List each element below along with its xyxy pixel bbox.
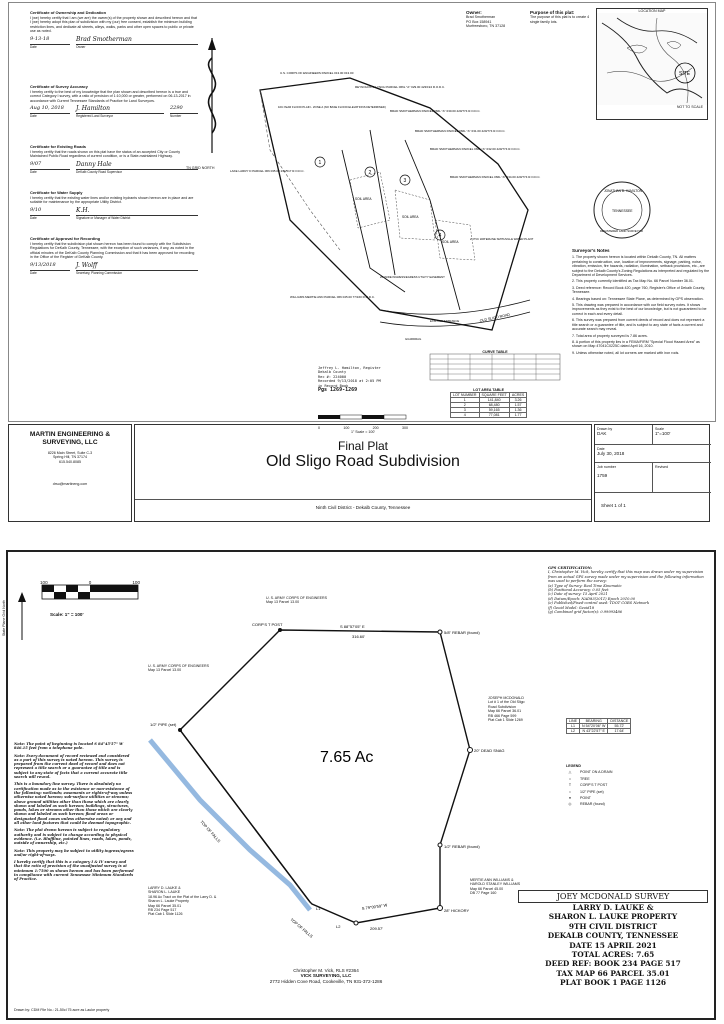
signature-date: 9/10 <box>30 207 70 216</box>
gps-item: (c) Date of survey: 15 April 2021 <box>548 592 608 597</box>
sig-label: Date <box>30 270 37 275</box>
soil-label: SOIL AREA <box>442 240 459 244</box>
sig-label: Date <box>30 215 37 220</box>
legend-symbol-icon: ○ <box>568 789 572 794</box>
map-label: TOP OF FALLS <box>289 916 314 939</box>
survey-title-line: DEKALB COUNTY, TENNESSEE <box>547 931 679 941</box>
curve-table <box>430 350 560 385</box>
scale-bar-graphic <box>318 413 408 421</box>
surveyor-sig: Christopher M. Vick, RLS #2364 <box>293 968 359 973</box>
legend-item <box>566 770 706 774</box>
title-block-company <box>8 424 132 522</box>
table-cell: 59,165 <box>479 408 509 413</box>
legend-symbol-icon: T <box>568 783 572 788</box>
drawn-by-label: Drawn by <box>597 427 613 431</box>
plat-map-1 <box>230 60 560 350</box>
lot-number: 2 <box>368 170 372 176</box>
legend-symbol-icon: • <box>569 776 571 781</box>
area-label: 7.65 Ac <box>320 749 374 766</box>
north-line: Grid North <box>2 600 6 617</box>
legend-label: CORP'S T POST <box>580 783 608 788</box>
left-note: I hereby certify that this is a category I & IV survey and that the ratio of precision of the unadjusted survey is at minimum 1:7500 as shown hereon and has been performed in compliance with current Tennessee Minimum Standards of Practice. <box>14 860 134 882</box>
parcel-label: BRAD SMOTHERMAN PARCEL 066L "A" 030.00 420/774 R.O.D.C. <box>390 109 481 113</box>
signature-labels <box>30 216 198 220</box>
scale-tick: 200 <box>372 426 379 430</box>
parcel-label: REYNOLDS J. LYNCH PARCEL 066L "A" 029.00 423/194 R.O.D.C. <box>355 85 446 89</box>
table-cell: N 54°20'06" W <box>580 724 608 729</box>
survey-title-line: TAX MAP 66 PARCEL 35.01 <box>556 968 670 978</box>
map-label: L2 <box>336 924 341 929</box>
scale-tick: 100 <box>40 580 48 585</box>
certificate-title: Certificate of Approval for Recording <box>30 236 101 241</box>
table-header: BEARING <box>580 719 608 724</box>
surveyor-note: 3. Deed reference: Record Book 420, page 760, Register's Office of Dekalb County, Tennessee. <box>572 285 705 295</box>
parcel-label: WILLIAMS MERTIE ANN PARCEL 066 045.00 77/160 R.O.D.C. <box>290 295 375 299</box>
table-header: SQUARE FEET <box>479 393 509 398</box>
scale-label: Scale <box>655 427 664 431</box>
table-cell: 1.36 <box>509 408 526 413</box>
certificate-title: Certificate of Ownership and Dedication <box>30 10 107 15</box>
parcel-label: BRAD SMOTHERMAN PARCEL 066L "A" 034.00 420/774 R.O.D.C. <box>450 175 541 179</box>
table-cell: 77,081 <box>479 413 509 418</box>
map-label: 28" HICKORY <box>444 908 470 913</box>
north-arrow-2 <box>14 592 30 642</box>
parcel-label: BRAD SMOTHERMAN PARCEL 066L "A" 031.00 420/774 R.O.D.C. <box>415 129 506 133</box>
table-row <box>451 413 527 418</box>
survey-title: JOEY MCDONALD SURVEY <box>518 890 708 903</box>
table-header: LINE <box>567 719 580 724</box>
site-label: SITE <box>679 71 691 78</box>
signature-row <box>30 105 198 114</box>
surveyors-notes <box>572 248 710 355</box>
lot-number: 4 <box>438 233 442 239</box>
plat-name: Old Sligo Road Subdivision <box>266 453 460 470</box>
signature: Danny Hale <box>76 161 198 170</box>
williams-label: MERTIE ANN WILLIAMS & HAROLD STANLEY WILLIAMS Map 66 Parcel 45.00 DB 77 Page 160 <box>470 878 521 896</box>
left-note: Note: The plat drawn hereon is subject to regulatory authority and is subject to change according to physical evidence. (i.e. Bluffline, painted lines, roads, lakes, ponds, outside of ownership, etc.) <box>14 828 132 846</box>
location-map <box>596 8 708 120</box>
signature: J. Hamilton <box>76 105 164 114</box>
signature-labels <box>30 271 198 275</box>
surveyor-note: 9. Unless otherwise noted, all lot corners are marked with iron rods. <box>572 350 680 355</box>
owner-heading: Owner: <box>466 10 482 15</box>
purpose-block <box>530 10 590 24</box>
gps-item: (d) Datum/Epoch: NAD83(2011) Epoch 2010.00 <box>548 596 636 601</box>
legend-label: REBAR (found) <box>580 802 605 807</box>
owner-line: Brad Smotherman <box>466 15 496 20</box>
sheet-number: Sheet 1 of 1 <box>601 503 626 508</box>
map-label: 20" DEAD SNAG <box>474 748 505 753</box>
north-arrow <box>192 38 232 158</box>
map-note: GUARDRAIL <box>405 337 422 341</box>
scale-bar-2 <box>40 580 140 618</box>
signature-labels <box>30 114 198 118</box>
company-address: Spring Hill, TN 37174 <box>52 455 88 460</box>
map-label: 209.57' <box>370 926 383 931</box>
map-label: TOP OF FALLS <box>199 819 222 844</box>
table-cell: 68,480 <box>479 403 509 408</box>
signature-date: 9/13/2018 <box>30 262 70 271</box>
curve-table-title: CURVE TABLE <box>482 350 508 354</box>
survey-title-line: LARRY D. LAUKE & <box>572 903 654 912</box>
table-cell: N 43°22'57" E <box>580 729 608 734</box>
date-label: Date <box>597 447 605 451</box>
register-stamp <box>318 366 408 392</box>
certificate-block <box>30 144 198 174</box>
stamp-line: in Record Book <box>318 383 349 388</box>
gps-item: (b) Positional Accuracy: 0.05 feet <box>548 588 609 593</box>
scale-tick: 0 <box>318 426 320 430</box>
table-cell: L1 <box>567 724 580 729</box>
table-cell: L2 <box>567 729 580 734</box>
lot-area-grid <box>450 392 527 418</box>
gps-item: (f) Geoid Model: Geoid18 <box>548 605 594 610</box>
legend-item <box>566 802 706 806</box>
owner-line: Murfreesboro, TN 37128 <box>466 24 506 29</box>
stamp-line: Jeffrey L. Hamilton, Register <box>318 366 381 370</box>
seal-line: TENNESSEE <box>612 209 633 213</box>
lot-number: 1 <box>318 160 322 166</box>
sig-label: Number <box>170 114 182 119</box>
surveyor-note: 7. Total area of property surveyed is 7.86 acres. <box>572 333 648 338</box>
scale-tick: 100 <box>132 580 140 585</box>
north-line: State Plane <box>2 617 6 637</box>
map-label: L1 <box>316 906 321 911</box>
map-label: S 79°00'59" W <box>361 902 388 911</box>
stamp-line: Pgs 1269-1269 <box>318 387 358 394</box>
legend-label: POINT ON A DRAIN <box>580 770 613 775</box>
sig-label: Registered Land Surveyor <box>76 114 114 119</box>
signature-row <box>30 36 198 45</box>
table-header: LOT NUMBER <box>451 393 480 398</box>
north-label: TN GRID NORTH <box>186 166 215 170</box>
certificate-block <box>30 84 198 118</box>
table-row <box>567 729 631 734</box>
signature-date: Aug 10, 2018 <box>30 105 70 114</box>
corps-left-label: U. S. ARMY CORPS OF ENGINEERS Map 13 Parcel 13.00 <box>148 664 210 673</box>
stamp-line: Dekalb County <box>318 370 347 375</box>
line-table-grid <box>566 718 631 734</box>
vick-address: 2772 Hidden Cove Road, Cookeville, TN 931-372-1286 <box>269 978 383 984</box>
legend-item <box>566 783 706 787</box>
certificate-block <box>30 236 198 275</box>
district: Ninth Civil District - Dekalb County, Tennessee <box>315 505 411 510</box>
certificate-body: I (we) hereby certify that I am (we are) the owner(s) of the property shown and described hereon and that I (we) hereby adopt this plan of subdivision with my (our) free consent, establish the minimum building restriction lines, and dedicate all streets, alleys, walks, parks and other open spaces to public or private use as noted. <box>30 16 197 34</box>
revised-label: Revised <box>655 465 668 469</box>
owner-block <box>466 10 526 29</box>
scale-text: 1" Scale = 100' <box>350 430 376 435</box>
sig-label: Secretary, Planning Commission <box>76 270 122 275</box>
surveyor-note: 6. This survey was prepared from current deeds of record and does not represent a title search or a guarantee of title, and is subject to any state of facts a current and accurate search may reveal. <box>572 318 705 332</box>
parcel-label: U.S. CORPS OF ENGINEERS PARCEL 013.00 013.00 <box>280 71 354 75</box>
survey-title-block <box>518 890 708 988</box>
map-note: 100-YEAR FLOOD PLAIN - ZONE A (NO BASE FLOOD ELEVATIONS DETERMINED) <box>278 105 386 109</box>
seal-line: REGISTERED LAND SURVEYOR <box>600 229 643 233</box>
surveyor-note: 2. This property currently identified as Tax Map No. 66 Parcel Number 36.01. <box>572 279 694 284</box>
date-value: July 30, 2018 <box>597 451 625 457</box>
certificate-block <box>30 10 198 49</box>
scale-tick: 100 <box>343 426 350 430</box>
gps-item: (g) Combined grid factor(s): 0.99993486 <box>548 610 623 615</box>
company-address: 615.540.8085 <box>59 459 81 464</box>
table-cell: 1.57 <box>509 403 526 408</box>
left-note: This is a boundary line survey. There is absolutely no certification made as to the existence or non-existence of the following: wetlands; easements or rights-of-way unless otherwise noted hereon; sub-surface utilities or streams; above ground utilities other than those which are clearly shown and labeled as such hereon; buildings, structures, ponds, lakes or streams other than those which are clearly shown and labeled as such hereon; flood areas or designated flood zones unless otherwise noted; or any and all other land features that could be deemed topographic. <box>14 782 133 826</box>
table-cell: 3.26 <box>509 398 526 403</box>
location-map-scale: NOT TO SCALE <box>676 105 703 110</box>
legend <box>566 764 706 807</box>
drawn-by: DAK <box>597 431 607 437</box>
purpose-heading: Purpose of this plat: <box>530 10 575 15</box>
sig-label: Date <box>30 114 37 119</box>
gps-item: (a) Type of Survey: Real Time Kinematic <box>548 583 622 588</box>
scale-bar-graphic <box>40 585 140 607</box>
gps-item: (e) Published/Fixed-control used: TDOT CORS Network <box>548 601 650 606</box>
map-label: 316.60' <box>352 634 365 639</box>
certificate-title: Certificate of Survey Accuracy <box>30 84 88 89</box>
table-header-row <box>567 719 631 724</box>
survey-title-line: SHARON L. LAUKE PROPERTY <box>548 912 678 922</box>
signature: K.H. <box>76 207 198 216</box>
signature: J. Wolff <box>76 262 198 271</box>
scale-text: Scale: 1" = 100' <box>50 612 84 618</box>
surveyors-notes-title: Surveyor's Notes <box>572 248 610 253</box>
map-note: 2" PVC WATERLINE SMITHVILLE WATER PLANT <box>470 237 534 241</box>
legend-label: POINT <box>580 796 591 801</box>
signature-row <box>30 207 198 216</box>
certificate-block <box>30 190 198 220</box>
map-label: S 88°57'05" E <box>340 624 365 629</box>
job-label: Job number <box>597 465 616 469</box>
left-note: Note: The point of beginning is located S 84°45'57" W 846.15 feet from a telephone pole. <box>14 742 124 751</box>
corps-top-label: U. S. ARMY CORPS OF ENGINEERS Map 13 Parcel 13.00 <box>266 596 328 605</box>
sig-label: Date <box>30 169 37 174</box>
gps-certification <box>548 566 708 614</box>
survey-title-line: 9TH CIVIL DISTRICT <box>568 921 658 931</box>
table-cell: 1.77 <box>509 413 526 418</box>
table-cell: 141,840 <box>479 398 509 403</box>
survey-title-line: PLAT BOOK 1 PAGE 1126 <box>560 978 666 988</box>
legend-item <box>566 777 706 781</box>
certificate-title: Certificate for Existing Roads <box>30 144 87 149</box>
legend-title: LEGEND <box>566 764 581 768</box>
table-cell: 4 <box>451 413 480 418</box>
table-cell: 2 <box>451 403 480 408</box>
north-label-2 <box>2 600 6 636</box>
sig-label: Date <box>30 44 37 49</box>
sig-label: Owner <box>76 44 86 49</box>
signature-row <box>30 262 198 271</box>
table-header-row <box>451 393 527 398</box>
left-note: Note: Every document of record reviewed and considered as a part of this survey is noted hereon. This survey is prepared from the current deed of record and does not represent a title search or a guarantee of title and is subject to any state of facts that a current accurate title search will reveal. <box>14 753 130 780</box>
surveyor-note: 1. The property shown hereon is located within Dekalb County, TN. All matters pertaining to construction, use, location of improvements, signage, parking, noise, vibration, emission, fire hazards, radiation, illumination, setback provisions, etc., are subject to the Dekalb County's Zoning Regulations as interpreted and regulated by the Department of Development Services. <box>572 255 710 278</box>
road-label: OLD SLIGO ROAD <box>479 312 511 323</box>
stamp-line: Rec #: 224000 <box>318 374 347 379</box>
legend-item <box>566 796 706 800</box>
certificate-title: Certificate for Water Supply <box>30 190 83 195</box>
owner-line: PO Box 158941 <box>466 19 492 24</box>
scale-tick: 0 <box>88 580 92 585</box>
surveyor-number: 2290 <box>170 105 198 114</box>
sig-label: DeKalb County Road Supervisor <box>76 169 123 174</box>
survey-title-line: DEED REF: BOOK 234 PAGE 517 <box>545 959 681 969</box>
surveyor-note: 8. A portion of this property lies in a FEMA/FIRM "Special Flood Hazard Area" as shown on Map 47041C0225C dated April 16, 2010. <box>572 339 700 349</box>
seal-line: JONATHAN B. HAMILTON <box>604 189 642 193</box>
lot-area-table <box>450 388 527 418</box>
sig-label: Signature or Manager of Water District <box>76 215 131 220</box>
certificate-body: I hereby certify that the roads shown on this plat have the status of an accepted City or County Maintained Public Road regardless of current condition, or is a State-maintained Highway. <box>30 150 181 159</box>
left-notes <box>14 742 134 885</box>
scale-tick: 300 <box>401 426 408 430</box>
mcdonald-label: JOSEPH MCDONALD Lot # 1 of the Old Sligo Road Subdivision Map 66 Parcel 36.01 RB 466 Page 599 Plat Cab 1 Slide 1269 <box>488 696 525 723</box>
legend-item <box>566 790 706 794</box>
signature: Brad Smotherman <box>76 36 198 45</box>
certificate-body: I hereby certify that the existing water lines and/or existing hydrants shown hereon are in place and are suitable for maintenance by the appropriate Utility District. <box>30 196 194 205</box>
table-header: ACRES <box>509 393 526 398</box>
gps-body: I, Christopher M. Vick, hereby certify that this map was drawn under my supervision from an actual GPS survey made under my supervision and the following information was used to perform the survey: <box>548 570 704 584</box>
table-cell: 55.72' <box>608 724 631 729</box>
certificate-body: I hereby certify to the best of my knowledge that the plan shown and described hereon is a true and correct Category I survey, with a ratio of precision of 1:10,000 or greater, performed on 06-13-2017 in accordance with Current Tennessee Standards of Practice for Land Surveyors. <box>30 90 191 103</box>
company-address: 8226 Main Street, Suite C-3 <box>47 451 93 455</box>
parcel-label: LAKE LARRY D PARCEL 066 035.00 234/517 R.O.D.C. <box>230 169 305 173</box>
purpose-text: The purpose of this plat is to create 4 single family lots. <box>530 15 590 24</box>
left-note: Note: This property may be subject to utility ingress/egress and/or right-of-ways. <box>14 848 134 857</box>
lot-area-title: LOT AREA TABLE <box>473 388 505 392</box>
location-map-drawing <box>597 13 707 105</box>
surveyor-seal <box>592 180 652 240</box>
signature-labels <box>30 170 198 174</box>
line-table <box>566 718 631 734</box>
lauke-label: LARRY D. LAUKE & SHARON L. LAUKE 18.96 Ac Tract on the Plat of the Larry D. & Sharon L. Lauke Property Map 66 Parcel 35.01 RB 234 Page 517 Plat Cab 1 Slide 1126 <box>148 886 217 917</box>
legend-symbol-icon: ● <box>568 796 572 801</box>
map-note: 25' WIDE INGRESS/EGRESS UTILITY EASEMENT <box>380 275 445 279</box>
title-block-name <box>134 424 592 522</box>
legend-label: TREE <box>580 776 590 781</box>
title-block-meta <box>594 424 710 522</box>
surveyor-signature-block <box>236 968 416 984</box>
survey-title-line: TOTAL ACRES: 7.65 <box>571 950 655 960</box>
gps-title: GPS CERTIFICATION: <box>548 566 593 570</box>
vick-company: VICK SURVEYING, LLC <box>300 973 352 979</box>
surveyor-note: 4. Bearings based on: Tennessee State Plane, as determined by GPS observation. <box>572 296 704 301</box>
soil-label: SOIL AREA <box>355 197 372 201</box>
parcel-label: BRAD SMOTHERMAN PARCEL 066L "A" 032.00 420/774 R.O.D.C. <box>430 147 521 151</box>
map-label: 5/8" REBAR (found) <box>444 630 480 635</box>
stamp-line: Recorded 9/13/2018 at 2:05 PM <box>318 379 381 384</box>
table-cell: 1 <box>451 398 480 403</box>
table-header: DISTANCE <box>608 719 631 724</box>
job-value: 1759 <box>597 473 608 479</box>
curve-table-grid <box>430 354 560 380</box>
company-email: drsu@martineng.com <box>52 482 88 487</box>
legend-label: 1/2" PIPE (set) <box>580 789 604 794</box>
company-name: MARTIN ENGINEERING & SURVEYING, LLC <box>29 431 111 446</box>
lot-number: 3 <box>403 178 407 184</box>
location-map-title: LOCATION MAP <box>638 9 666 13</box>
certificate-body: I hereby certify that the subdivision plat shown hereon has been found to comply with the Subdivision Regulations for DeKalb County, Tennessee, with the exception of such variances, if any, as noted in the official minutes of the DeKalb County Planning Commission and that it has been approved for recording in the Office of the Register of DeKalb County. <box>30 242 195 260</box>
legend-symbol-icon: ◎ <box>568 802 572 807</box>
map-label: 1/2" REBAR (found) <box>444 844 480 849</box>
drawn-by-note: Drawn by: CDM File No.: 21-50cl 75 acre as Lauke property <box>14 1008 110 1012</box>
signature-date: 9/07 <box>30 161 70 170</box>
plat-type: Final Plat <box>337 439 389 453</box>
scale-value: 1"=100' <box>655 431 671 437</box>
signature-labels <box>30 45 198 49</box>
map-note: EXISTING ENTRANCE <box>430 319 460 323</box>
map-label: CORP'S T POST <box>252 622 283 627</box>
soil-label: SOIL AREA <box>402 215 419 219</box>
surveyor-note: 5. This drawing was prepared in accordance with our field survey notes. It shows improvements as they exist to the best of our knowledge, but is not guaranteed to be correct in each and every detail. <box>572 303 707 316</box>
survey-title-line: DATE 15 APRIL 2021 <box>569 940 657 950</box>
signature-row <box>30 161 198 170</box>
table-cell: 17.64' <box>608 729 631 734</box>
signature-date: 9-13-18 <box>30 36 70 45</box>
map-label: 1/2" PIPE (set) <box>150 722 177 727</box>
table-cell: 3 <box>451 408 480 413</box>
legend-symbol-icon: △ <box>568 770 572 775</box>
